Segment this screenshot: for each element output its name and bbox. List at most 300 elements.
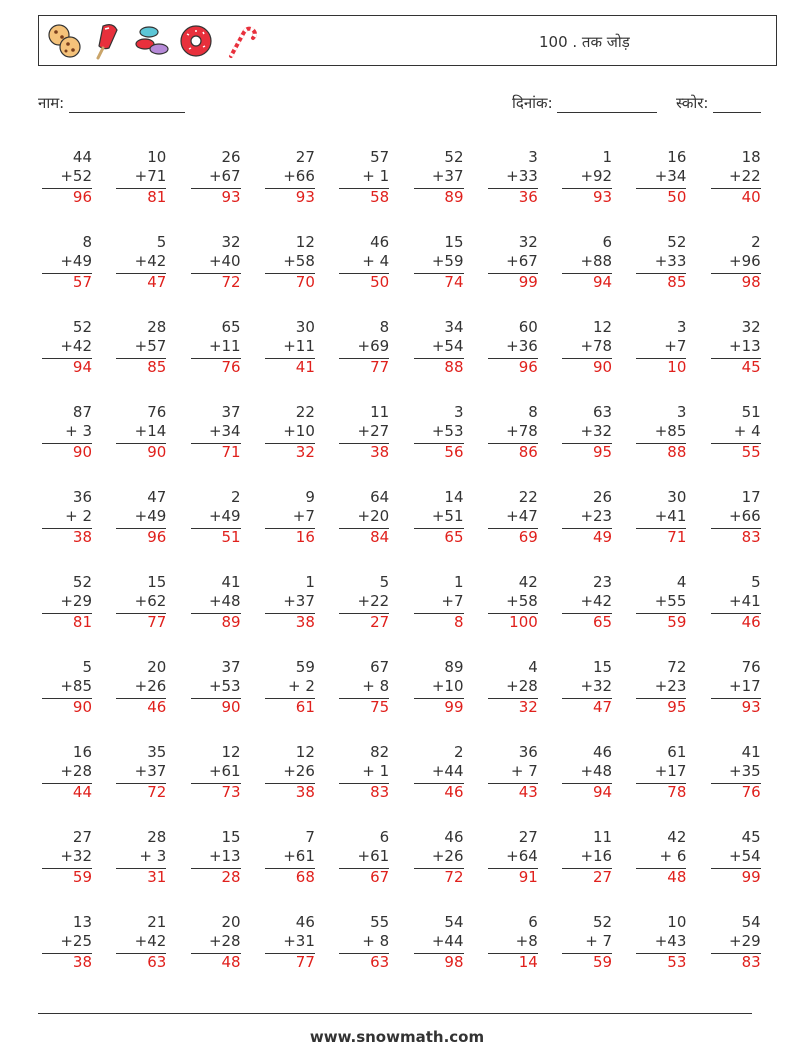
answer: 88 [444,358,464,376]
addition-problem [335,913,389,971]
answer: 95 [593,443,613,461]
addition-problem [187,573,241,631]
addend-bottom: +44 [431,762,464,780]
addition-problem [410,403,464,461]
addition-problem [484,658,538,716]
answer: 69 [518,528,538,546]
addition-problem [112,318,166,376]
addend-top: 46 [444,828,464,846]
addend-bottom: +32 [60,847,92,865]
addition-problem [484,403,538,461]
addition-problem [187,233,241,291]
addend-top: 2 [453,743,464,761]
problem-row [38,828,778,913]
addend-top: 37 [221,658,241,676]
addend-bottom: +42 [60,337,92,355]
name-label: नाम: [38,94,65,112]
answer: 38 [295,613,315,631]
addition-problem [112,148,166,206]
addend-top: 20 [221,913,241,931]
addend-top: 57 [370,148,390,166]
answer: 27 [593,868,613,886]
addition-problem [707,573,761,631]
problem-row [38,318,778,403]
addend-top: 8 [82,233,92,251]
addend-top: 4 [528,658,538,676]
addend-bottom: +51 [431,507,464,525]
answer: 46 [147,698,167,716]
addition-problem [187,403,241,461]
addition-problem [38,148,92,206]
footer-url: www.snowmath.com [309,1028,485,1046]
addend-top: 52 [593,913,613,931]
answer: 84 [370,528,390,546]
addition-problem [632,488,686,546]
addend-bottom: +66 [729,507,761,525]
addition-problem [112,658,166,716]
addition-problem [558,318,612,376]
addend-top: 89 [444,658,464,676]
addition-problem [410,573,464,631]
addend-top: 5 [379,573,390,591]
addend-bottom: +61 [208,762,241,780]
addition-problem [112,828,166,886]
addend-top: 52 [444,148,464,166]
addend-bottom: +37 [283,592,315,610]
addend-bottom: +13 [208,847,241,865]
answer: 90 [221,698,241,716]
addend-bottom: +92 [580,167,613,185]
answer: 86 [518,443,538,461]
addition-problem [335,743,389,801]
answer: 93 [741,698,761,716]
addend-bottom: + 6 [659,847,687,865]
addend-bottom: +11 [283,337,315,355]
addend-bottom: +40 [208,252,241,270]
problem-row [38,488,778,573]
addition-problem [558,233,612,291]
addend-bottom: +41 [654,507,687,525]
addend-top: 17 [741,488,761,506]
addend-top: 67 [370,658,390,676]
addend-top: 2 [231,488,241,506]
cookie-icon [45,22,83,60]
addend-bottom: + 7 [585,932,613,950]
answer: 40 [741,188,761,206]
addend-bottom: +69 [357,337,390,355]
addend-top: 41 [741,743,761,761]
answer: 65 [593,613,613,631]
answer: 59 [72,868,92,886]
addend-top: 6 [528,913,538,931]
addend-top: 42 [518,573,538,591]
addend-top: 76 [147,403,167,421]
addend-bottom: +49 [60,252,92,270]
addend-bottom: +28 [506,677,538,695]
answer: 49 [593,528,613,546]
addend-top: 5 [156,233,167,251]
addend-top: 26 [221,148,241,166]
answer: 16 [295,528,315,546]
addition-problem [558,488,612,546]
addition-problem [112,573,166,631]
addend-top: 3 [453,403,464,421]
problem-row [38,233,778,318]
addend-bottom: +52 [60,167,92,185]
addition-problem [707,403,761,461]
answer: 51 [221,528,241,546]
answer: 96 [72,188,92,206]
addend-top: 1 [305,573,315,591]
addition-problem [261,148,315,206]
answer: 99 [444,698,464,716]
addend-top: 32 [221,233,241,251]
addend-bottom: +22 [357,592,390,610]
answer: 75 [370,698,390,716]
addition-problem [335,148,389,206]
addend-top: 15 [147,573,167,591]
addend-top: 12 [221,743,241,761]
addend-bottom: +53 [208,677,241,695]
addend-bottom: +43 [654,932,687,950]
addition-problem [410,148,464,206]
addend-top: 30 [295,318,315,336]
addend-top: 6 [379,828,390,846]
addend-top: 27 [518,828,538,846]
addend-top: 63 [593,403,613,421]
answer: 63 [147,953,167,971]
addition-problem [484,913,538,971]
addition-problem [410,233,464,291]
addition-problem [38,913,92,971]
answer: 44 [72,783,92,801]
addend-bottom: +26 [283,762,315,780]
answer: 73 [221,783,241,801]
addend-top: 44 [72,148,92,166]
addend-bottom: +49 [134,507,167,525]
addend-bottom: +78 [506,422,538,440]
addend-bottom: +26 [134,677,167,695]
name-blank [69,96,185,113]
addend-top: 27 [72,828,92,846]
addend-top: 3 [676,318,687,336]
answer: 53 [667,953,687,971]
name-field [38,93,185,113]
addend-bottom: +31 [283,932,315,950]
addition-problem [707,913,761,971]
addend-top: 18 [741,148,761,166]
addition-problem [484,488,538,546]
answer: 99 [741,868,761,886]
answer: 45 [741,358,761,376]
addend-bottom: +54 [729,847,761,865]
addend-bottom: +14 [134,422,167,440]
addend-bottom: +10 [431,677,464,695]
addition-problem [558,743,612,801]
answer: 63 [370,953,390,971]
answer: 99 [518,273,538,291]
addend-top: 20 [147,658,167,676]
addend-top: 34 [444,318,464,336]
addend-top: 32 [518,233,538,251]
answer: 77 [295,953,315,971]
addend-bottom: +66 [283,167,315,185]
addend-bottom: +58 [506,592,538,610]
score-blank [713,96,761,113]
answer: 98 [741,273,761,291]
addend-top: 41 [221,573,241,591]
addend-bottom: + 3 [139,847,167,865]
addend-top: 8 [528,403,538,421]
answer: 38 [72,953,92,971]
addend-bottom: +32 [580,422,613,440]
addend-bottom: +62 [134,592,167,610]
answer: 36 [518,188,538,206]
date-field [512,93,657,113]
answer: 32 [295,443,315,461]
problem-row [38,573,778,658]
addend-top: 11 [370,403,390,421]
addend-bottom: +26 [431,847,464,865]
addition-problem [187,913,241,971]
addend-bottom: +85 [654,422,687,440]
addend-top: 1 [453,573,464,591]
addend-top: 76 [741,658,761,676]
addition-problem [707,743,761,801]
addend-top: 27 [295,148,315,166]
addition-problem [484,233,538,291]
addend-bottom: +17 [654,762,687,780]
answer: 70 [295,273,315,291]
addition-problem [558,403,612,461]
addition-problem [410,828,464,886]
addend-bottom: +8 [515,932,538,950]
addend-bottom: +48 [208,592,241,610]
addend-bottom: +22 [729,167,761,185]
addend-bottom: +33 [654,252,687,270]
addend-top: 10 [667,913,687,931]
addend-bottom: +10 [283,422,315,440]
addend-top: 1 [602,148,613,166]
addend-bottom: +88 [580,252,613,270]
addend-top: 51 [741,403,761,421]
addition-problem [335,403,389,461]
answer: 93 [593,188,613,206]
candy-cane-icon [221,22,259,60]
addend-top: 64 [370,488,390,506]
addend-bottom: +7 [292,507,315,525]
score-field [676,93,761,113]
addend-bottom: +59 [431,252,464,270]
answer: 59 [667,613,687,631]
problem-grid [38,148,778,998]
addend-bottom: +34 [208,422,241,440]
score-label: स्कोर: [676,94,709,112]
answer: 83 [741,528,761,546]
addend-bottom: +96 [729,252,761,270]
addend-bottom: +37 [134,762,167,780]
addend-bottom: +7 [664,337,687,355]
addition-problem [112,233,166,291]
addend-bottom: + 8 [362,932,390,950]
addition-problem [707,658,761,716]
answer: 32 [518,698,538,716]
addition-problem [484,573,538,631]
addend-top: 35 [147,743,167,761]
answer: 100 [509,613,538,631]
addend-bottom: +67 [506,252,538,270]
addend-top: 61 [667,743,687,761]
addend-bottom: +57 [134,337,167,355]
addition-problem [707,148,761,206]
addend-bottom: +25 [60,932,92,950]
addend-bottom: +29 [60,592,92,610]
addition-problem [410,743,464,801]
addition-problem [112,913,166,971]
addend-top: 52 [667,233,687,251]
answer: 78 [667,783,687,801]
date-blank [557,96,657,113]
addend-top: 14 [444,488,464,506]
answer: 77 [147,613,167,631]
addition-problem [261,573,315,631]
addend-bottom: +17 [729,677,761,695]
answer: 81 [147,188,167,206]
addend-top: 12 [593,318,613,336]
answer: 46 [741,613,761,631]
addend-bottom: +23 [654,677,687,695]
answer: 28 [221,868,241,886]
addition-problem [187,488,241,546]
answer: 94 [72,358,92,376]
answer: 31 [147,868,167,886]
addend-top: 9 [305,488,315,506]
addend-bottom: +85 [60,677,92,695]
answer: 76 [741,783,761,801]
addend-top: 72 [667,658,687,676]
addition-problem [484,828,538,886]
addend-top: 36 [72,488,92,506]
answer: 90 [72,698,92,716]
addend-bottom: + 2 [288,677,315,695]
answer: 47 [147,273,167,291]
addend-bottom: +42 [134,252,167,270]
addition-problem [335,318,389,376]
addend-bottom: +32 [580,677,613,695]
addend-top: 12 [295,233,315,251]
answer: 43 [518,783,538,801]
addition-problem [261,743,315,801]
addend-bottom: +42 [580,592,613,610]
addend-top: 6 [602,233,613,251]
addend-bottom: +35 [729,762,761,780]
addend-top: 15 [444,233,464,251]
worksheet-title: 100 . तक जोड़ [539,33,630,51]
answer: 55 [741,443,761,461]
addition-problem [187,658,241,716]
addend-top: 52 [72,318,92,336]
addend-top: 52 [72,573,92,591]
addend-bottom: + 3 [65,422,92,440]
addition-problem [38,828,92,886]
answer: 95 [667,698,687,716]
addend-top: 7 [305,828,315,846]
addition-problem [632,828,686,886]
addend-top: 15 [221,828,241,846]
addition-problem [335,233,389,291]
answer: 68 [295,868,315,886]
answer: 89 [221,613,241,631]
addition-problem [707,318,761,376]
answer: 14 [518,953,538,971]
answer: 93 [295,188,315,206]
addend-bottom: +61 [283,847,315,865]
answer: 50 [370,273,390,291]
addition-problem [261,318,315,376]
addend-bottom: +28 [208,932,241,950]
addend-top: 4 [676,573,687,591]
addend-top: 5 [751,573,761,591]
answer: 94 [593,783,613,801]
addition-problem [38,488,92,546]
addend-top: 47 [147,488,167,506]
addend-top: 36 [518,743,538,761]
macaron-icon [133,22,171,60]
addend-bottom: +71 [134,167,167,185]
addition-problem [558,148,612,206]
answer: 41 [295,358,315,376]
addend-bottom: + 4 [733,422,761,440]
addition-problem [558,573,612,631]
addition-problem [38,233,92,291]
answer: 71 [221,443,241,461]
addend-bottom: +64 [506,847,538,865]
addend-top: 37 [221,403,241,421]
answer: 8 [453,613,464,631]
answer: 72 [147,783,167,801]
addition-problem [261,828,315,886]
answer: 90 [72,443,92,461]
addend-top: 23 [593,573,613,591]
addend-top: 54 [444,913,464,931]
addition-problem [410,488,464,546]
addend-top: 28 [147,318,167,336]
addend-top: 32 [741,318,761,336]
addition-problem [335,573,389,631]
addend-bottom: +48 [580,762,613,780]
answer: 47 [593,698,613,716]
answer: 71 [667,528,687,546]
addition-problem [707,233,761,291]
addend-top: 2 [751,233,761,251]
addition-problem [484,148,538,206]
answer: 72 [444,868,464,886]
answer: 94 [593,273,613,291]
addend-bottom: +37 [431,167,464,185]
addend-top: 42 [667,828,687,846]
addend-top: 55 [370,913,390,931]
addend-bottom: +27 [357,422,390,440]
addition-problem [410,318,464,376]
addition-problem [410,913,464,971]
answer: 89 [444,188,464,206]
problem-row [38,148,778,233]
addend-top: 15 [593,658,613,676]
addition-problem [261,913,315,971]
answer: 96 [518,358,538,376]
addition-problem [187,743,241,801]
addition-problem [187,318,241,376]
